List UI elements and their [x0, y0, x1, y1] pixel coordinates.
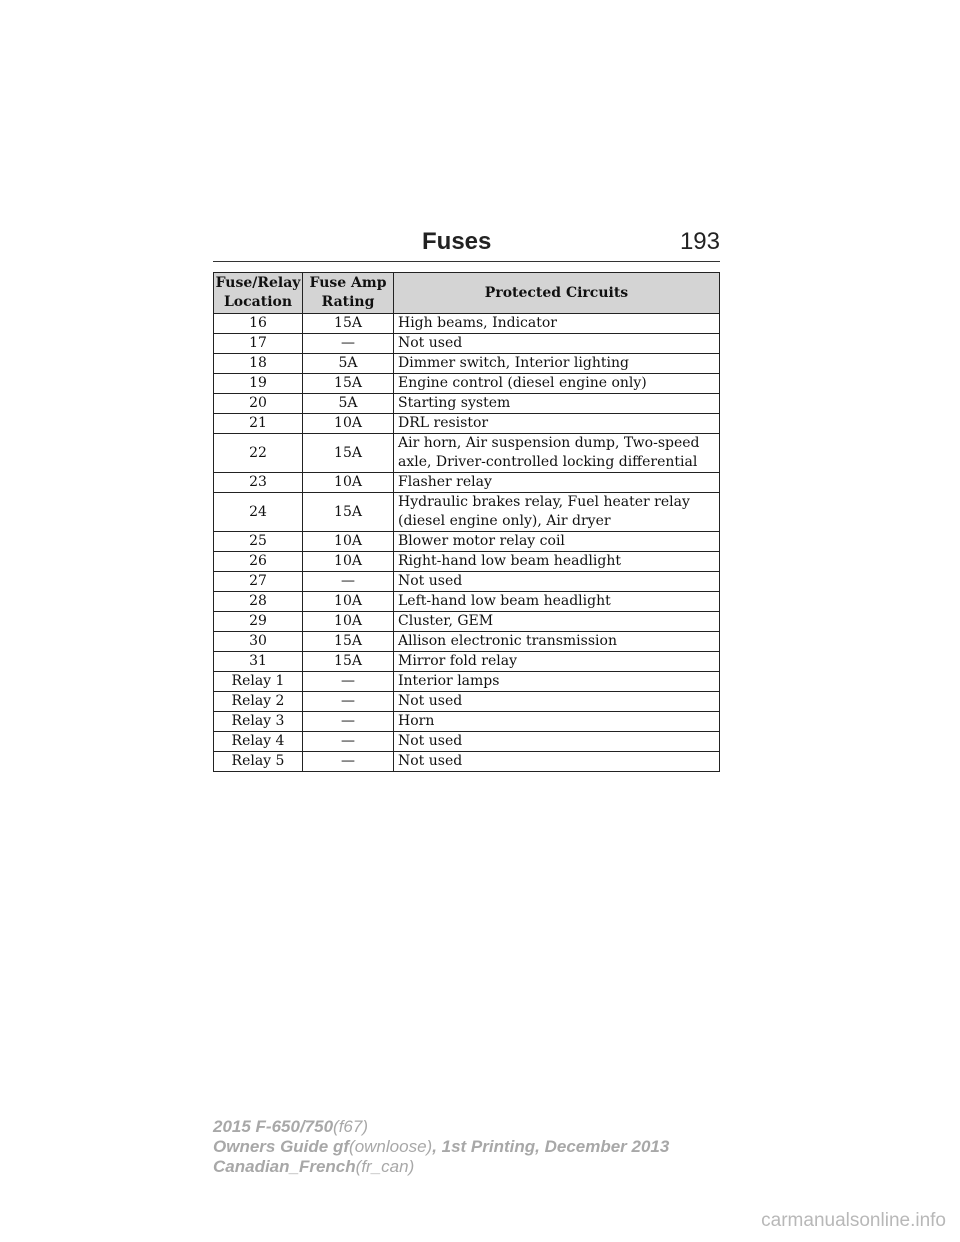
footer-line-2 — [213, 1137, 669, 1157]
cell-amp-rating: 15A — [303, 632, 394, 652]
page-number: 193 — [679, 228, 720, 255]
cell-amp-rating: — — [303, 692, 394, 712]
column-header-location: Fuse/Relay Location — [214, 273, 303, 314]
cell-amp-rating: 5A — [303, 354, 394, 374]
footer-model: 2015 F-650/750 — [213, 1117, 334, 1136]
cell-protected-circuits: Interior lamps — [394, 672, 720, 692]
cell-protected-circuits: Starting system — [394, 394, 720, 414]
table-row — [214, 314, 720, 334]
cell-location: Relay 1 — [214, 672, 303, 692]
footer-line-1 — [213, 1117, 669, 1137]
cell-amp-rating: 10A — [303, 552, 394, 572]
table-row — [214, 692, 720, 712]
cell-location: Relay 5 — [214, 752, 303, 772]
column-header-amp-rating: Fuse Amp Rating — [303, 273, 394, 314]
cell-location: Relay 3 — [214, 712, 303, 732]
cell-location: 19 — [214, 374, 303, 394]
cell-amp-rating: 15A — [303, 314, 394, 334]
table-row — [214, 652, 720, 672]
cell-amp-rating: — — [303, 752, 394, 772]
cell-amp-rating: 10A — [303, 612, 394, 632]
cell-location: Relay 2 — [214, 692, 303, 712]
table-row — [214, 334, 720, 354]
cell-amp-rating: 15A — [303, 652, 394, 672]
cell-amp-rating: 15A — [303, 434, 394, 473]
cell-amp-rating: 10A — [303, 532, 394, 552]
table-row — [214, 493, 720, 532]
table-row — [214, 532, 720, 552]
column-header-protected-circuits: Protected Circuits — [394, 273, 720, 314]
table-row — [214, 712, 720, 732]
footer-line-3 — [213, 1157, 669, 1177]
table-row — [214, 592, 720, 612]
cell-location: 24 — [214, 493, 303, 532]
cell-amp-rating: — — [303, 334, 394, 354]
site-watermark: carmanualsonline.info — [761, 1210, 946, 1231]
cell-protected-circuits: Air horn, Air suspension dump, Two-speed axle, Driver-controlled locking differential — [394, 434, 720, 473]
cell-amp-rating: — — [303, 572, 394, 592]
cell-location: 20 — [214, 394, 303, 414]
cell-location: 18 — [214, 354, 303, 374]
cell-protected-circuits: Right-hand low beam headlight — [394, 552, 720, 572]
footer-language-code: (fr_can) — [355, 1157, 415, 1176]
cell-location: 16 — [214, 314, 303, 334]
cell-location: 17 — [214, 334, 303, 354]
cell-protected-circuits: Not used — [394, 752, 720, 772]
cell-location: 25 — [214, 532, 303, 552]
cell-protected-circuits: Horn — [394, 712, 720, 732]
cell-amp-rating: — — [303, 672, 394, 692]
cell-location: 21 — [214, 414, 303, 434]
table-row — [214, 672, 720, 692]
table-row — [214, 374, 720, 394]
table-row — [214, 612, 720, 632]
fuse-table-body — [214, 314, 720, 772]
cell-protected-circuits: High beams, Indicator — [394, 314, 720, 334]
cell-protected-circuits: Mirror fold relay — [394, 652, 720, 672]
cell-location: 23 — [214, 473, 303, 493]
cell-amp-rating: — — [303, 712, 394, 732]
table-row — [214, 354, 720, 374]
cell-location: 26 — [214, 552, 303, 572]
footer-printing: , 1st Printing, December 2013 — [432, 1137, 670, 1156]
cell-protected-circuits: Cluster, GEM — [394, 612, 720, 632]
cell-protected-circuits: Blower motor relay coil — [394, 532, 720, 552]
table-row — [214, 552, 720, 572]
cell-protected-circuits: Not used — [394, 732, 720, 752]
cell-location: 28 — [214, 592, 303, 612]
cell-amp-rating: 10A — [303, 414, 394, 434]
cell-protected-circuits: Allison electronic transmission — [394, 632, 720, 652]
cell-protected-circuits: Flasher relay — [394, 473, 720, 493]
fuse-table — [213, 272, 720, 772]
table-row — [214, 473, 720, 493]
header-divider — [213, 261, 720, 262]
cell-amp-rating: 15A — [303, 493, 394, 532]
table-header-row — [214, 273, 720, 314]
cell-protected-circuits: Not used — [394, 334, 720, 354]
cell-location: 29 — [214, 612, 303, 632]
cell-amp-rating: — — [303, 732, 394, 752]
footer-guide: Owners Guide gf — [213, 1137, 350, 1156]
cell-location: 27 — [214, 572, 303, 592]
cell-protected-circuits: Not used — [394, 692, 720, 712]
page-section-title: Fuses — [422, 228, 492, 255]
table-row — [214, 572, 720, 592]
document-footer — [213, 1117, 669, 1177]
cell-location: 22 — [214, 434, 303, 473]
table-row — [214, 434, 720, 473]
table-row — [214, 394, 720, 414]
cell-location: Relay 4 — [214, 732, 303, 752]
cell-protected-circuits: Hydraulic brakes relay, Fuel heater relay (diesel engine only), Air dryer — [394, 493, 720, 532]
footer-guide-type: (ownloose) — [349, 1137, 433, 1156]
cell-location: 31 — [214, 652, 303, 672]
cell-protected-circuits: Left-hand low beam headlight — [394, 592, 720, 612]
cell-location: 30 — [214, 632, 303, 652]
cell-amp-rating: 15A — [303, 374, 394, 394]
cell-protected-circuits: Engine control (diesel engine only) — [394, 374, 720, 394]
table-row — [214, 632, 720, 652]
table-row — [214, 414, 720, 434]
footer-language: Canadian_French — [213, 1157, 356, 1176]
table-row — [214, 752, 720, 772]
footer-model-code: (f67) — [333, 1117, 369, 1136]
table-row — [214, 732, 720, 752]
cell-protected-circuits: Not used — [394, 572, 720, 592]
cell-amp-rating: 10A — [303, 473, 394, 493]
cell-protected-circuits: Dimmer switch, Interior lighting — [394, 354, 720, 374]
cell-amp-rating: 5A — [303, 394, 394, 414]
cell-amp-rating: 10A — [303, 592, 394, 612]
cell-protected-circuits: DRL resistor — [394, 414, 720, 434]
